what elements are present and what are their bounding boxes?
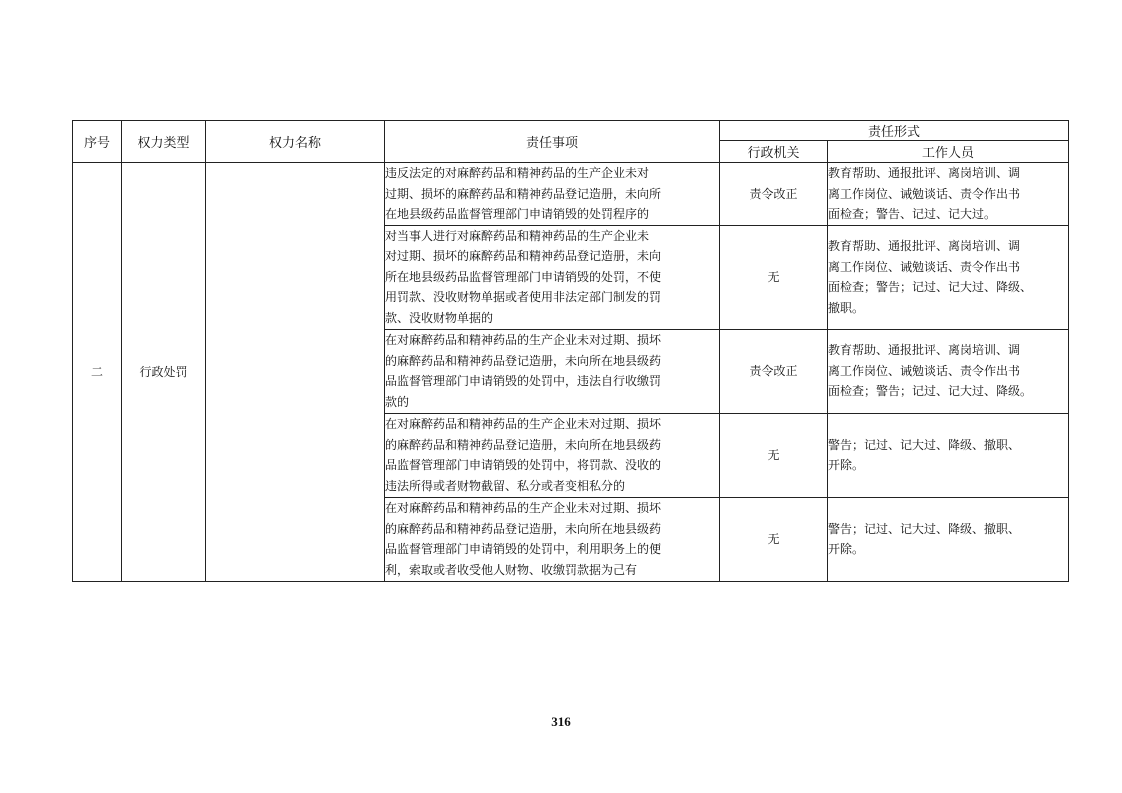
duty-line: 的麻醉药品和精神药品登记造册，未向所在地县级药 [385,437,662,452]
power-name-cell [206,163,385,582]
staff-line: 撤职。 [828,300,865,315]
header-admin-org: 行政机关 [720,141,828,163]
duty-line: 的麻醉药品和精神药品登记造册，未向所在地县级药 [385,521,662,536]
header-duty-form: 责任形式 [720,121,1069,141]
duty-item-cell [385,329,720,413]
staff-line: 面检查；警告；记过、记大过、降级、 [828,280,1033,294]
staff-cell [828,329,1069,413]
staff-line: 面检查；警告；记过、记大过、降级。 [828,384,1033,399]
staff-line: 教育帮助、通报批评、离岗培训、调 [828,239,1021,253]
admin-org-cell: 责令改正 [720,163,828,226]
duty-line: 在对麻醉药品和精神药品的生产企业未对过期、损坏 [385,501,662,515]
header-row-1 [73,121,1069,141]
header-power-name: 权力名称 [206,121,385,163]
header-duty-item: 责任事项 [385,121,720,163]
duty-line: 款的 [385,394,410,409]
staff-line: 教育帮助、通报批评、离岗培训、调 [828,343,1021,358]
staff-line: 面检查；警告、记过、记大过。 [828,207,997,221]
staff-cell [828,413,1069,497]
duty-line: 违法所得或者财物截留、私分或者变相私分的 [385,478,626,493]
duty-line: 违反法定的对麻醉药品和精神药品的生产企业未对 [385,166,650,180]
staff-line: 开除。 [828,458,865,472]
duty-line: 的麻醉药品和精神药品登记造册，未向所在地县级药 [385,353,662,368]
duty-line: 对当事人进行对麻醉药品和精神药品的生产企业未 [385,228,650,243]
power-type-cell: 行政处罚 [122,163,206,582]
staff-line: 开除。 [828,542,865,556]
duty-line: 在对麻醉药品和精神药品的生产企业未对过期、损坏 [385,333,662,347]
staff-cell [828,497,1069,581]
duty-item-cell [385,497,720,581]
admin-org-cell: 无 [720,497,828,581]
admin-org-cell: 无 [720,225,828,329]
duty-line: 品监督管理部门申请销毁的处罚中，利用职务上的便 [385,542,662,556]
header-seq: 序号 [73,121,122,163]
duty-line: 款、没收财物单据的 [385,310,494,325]
header-power-type: 权力类型 [122,121,206,163]
staff-line: 警告；记过、记大过、降级、撤职、 [828,521,1021,536]
duty-line: 在对麻醉药品和精神药品的生产企业未对过期、损坏 [385,417,662,431]
duty-line: 品监督管理部门申请销毁的处罚中，将罚款、没收的 [385,458,662,472]
duty-line: 用罚款、没收财物单据或者使用非法定部门制发的罚 [385,290,662,305]
staff-line: 离工作岗位、诫勉谈话、责令作出书 [828,259,1021,274]
duty-line: 品监督管理部门申请销毁的处罚中，违法自行收缴罚 [385,374,662,388]
staff-line: 离工作岗位、诫勉谈话、责令作出书 [828,363,1021,378]
responsibility-table [72,120,1069,582]
staff-line: 警告；记过、记大过、降级、撤职、 [828,437,1021,452]
duty-line: 利，索取或者收受他人财物、收缴罚款据为己有 [385,562,638,577]
seq-cell: 二 [73,163,122,582]
admin-org-cell: 责令改正 [720,329,828,413]
duty-line: 在地县级药品监督管理部门申请销毁的处罚程序的 [385,207,650,221]
staff-cell [828,163,1069,226]
duty-line: 对过期、损坏的麻醉药品和精神药品登记造册，未向 [385,249,662,264]
duty-item-cell [385,225,720,329]
staff-line: 离工作岗位、诫勉谈话、责令作出书 [828,186,1021,201]
duty-line: 所在地县级药品监督管理部门申请销毁的处罚，不使 [385,269,662,284]
staff-line: 教育帮助、通报批评、离岗培训、调 [828,166,1021,180]
duty-item-cell [385,413,720,497]
header-staff: 工作人员 [828,141,1069,163]
page-number: 316 [551,714,571,729]
admin-org-cell: 无 [720,413,828,497]
table-row [73,163,1069,226]
duty-line: 过期、损坏的麻醉药品和精神药品登记造册，未向所 [385,186,662,201]
staff-cell [828,225,1069,329]
duty-item-cell [385,163,720,226]
